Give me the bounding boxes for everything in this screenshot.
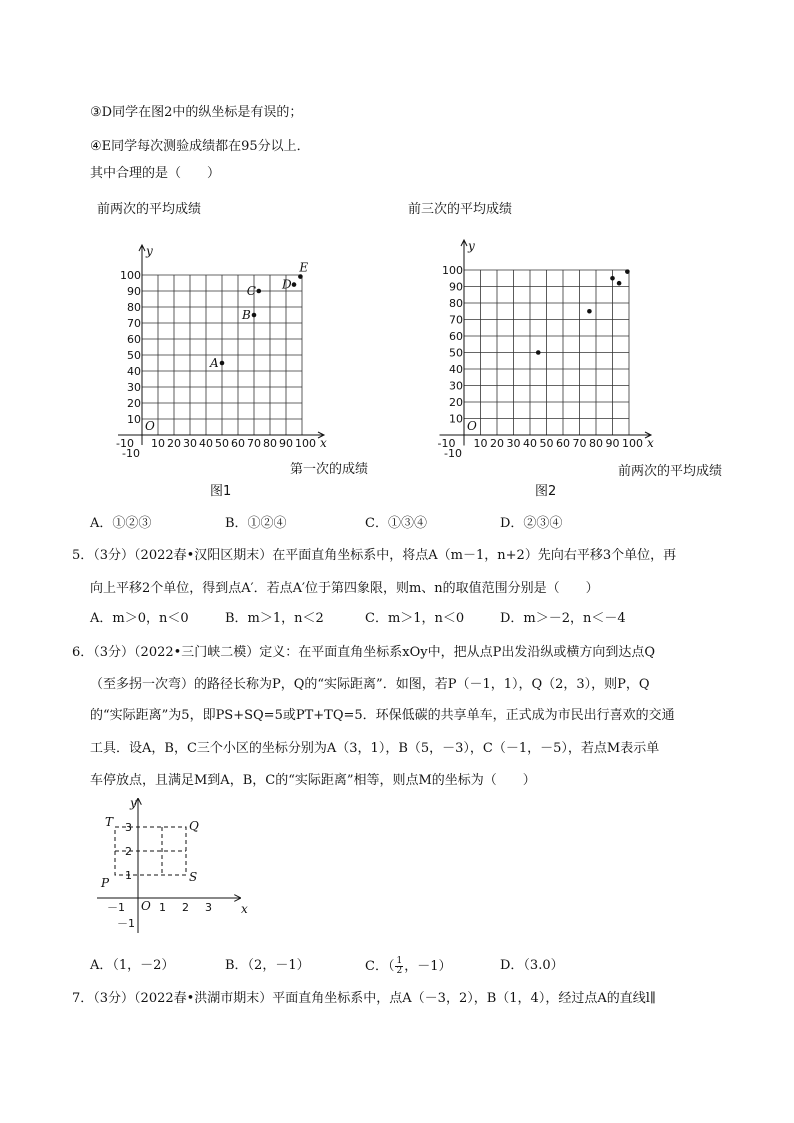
y-tick-label: -10 xyxy=(122,447,140,460)
figure-2-scatter-plot xyxy=(400,195,745,505)
data-point xyxy=(587,309,592,314)
origin-label: O xyxy=(467,419,477,433)
q6-ytick-2: 2 xyxy=(125,845,132,858)
q6-x-label: x xyxy=(241,902,248,916)
q6-option-a: A．（1，－2） xyxy=(90,958,175,973)
x-tick-label: 100 xyxy=(622,437,643,450)
q5-line-2: 向上平移2个单位，得到点A′．若点A′位于第四象限，则m、n的取值范围分别是（ ） xyxy=(90,581,599,596)
y-tick-label: 10 xyxy=(127,413,141,426)
y-tick-label: 40 xyxy=(127,365,141,378)
fig2-caption: 图2 xyxy=(535,484,557,499)
q6-option-c xyxy=(365,957,451,976)
fig2-xname: 前两次的平均成绩 xyxy=(618,464,723,479)
statement-4: ④E同学每次测验成绩都在95分以上． xyxy=(90,139,310,154)
q6-coordinate-figure xyxy=(95,795,250,935)
q6-option-d: D．（3.0） xyxy=(500,958,564,973)
x-tick-label: 100 xyxy=(295,437,316,450)
x-tick-label: 80 xyxy=(589,437,603,450)
y-tick-label: 90 xyxy=(449,280,463,294)
q6-label-S: S xyxy=(189,870,198,884)
x-axis-label: x xyxy=(647,436,654,450)
fig2-title: 前三次的平均成绩 xyxy=(408,202,513,217)
q6-xtick-neg1: －1 xyxy=(107,901,125,914)
y-tick-label: 50 xyxy=(449,346,463,360)
q5-option-a: A．m＞0，n＜0 xyxy=(90,611,189,626)
fig1-xname: 第一次的成绩 xyxy=(290,462,369,477)
fraction-denominator: 2 xyxy=(396,966,403,976)
fig1-caption: 图1 xyxy=(210,484,232,499)
q4-option-c: C．①③④ xyxy=(365,516,427,531)
x-tick-label: 50 xyxy=(215,437,229,450)
q6-label-P: P xyxy=(101,876,110,890)
q6-xtick-2: 2 xyxy=(182,901,189,914)
y-tick-label: 50 xyxy=(127,349,141,362)
q6-option-c-suffix: ，－1） xyxy=(404,959,452,974)
x-tick-label: 90 xyxy=(605,437,620,450)
q6-xtick-3: 3 xyxy=(205,901,212,914)
q6-ytick-1: 1 xyxy=(125,869,132,882)
x-tick-label: 20 xyxy=(167,437,181,450)
x-tick-label: 30 xyxy=(506,437,521,450)
q6-option-b: B．（2，－1） xyxy=(225,958,310,973)
data-point xyxy=(536,350,541,355)
y-tick-label: 20 xyxy=(449,396,463,409)
q6-ytick-3: 3 xyxy=(125,821,132,834)
point-label-B: B xyxy=(242,308,251,322)
y-axis-label: y xyxy=(468,239,475,253)
origin-label: O xyxy=(145,419,155,433)
q6-option-c-prefix: C．（ xyxy=(365,959,395,974)
x-tick-label: 60 xyxy=(231,437,245,450)
q6-line-1: 6．（3分）（2022•三门峡二模）定义：在平面直角坐标系xOy中，把从点P出发沿纵或横方向到达点Q xyxy=(72,645,656,660)
y-tick-label: 30 xyxy=(449,379,463,393)
data-point xyxy=(252,313,257,318)
y-tick-label: 60 xyxy=(449,330,463,343)
figure-1-scatter-plot xyxy=(80,195,400,505)
x-tick-label: 40 xyxy=(199,437,213,450)
x-tick-label: 10 xyxy=(473,437,488,450)
q4-option-d: D．②③④ xyxy=(500,516,563,531)
point-label-A: A xyxy=(210,356,219,370)
y-tick-label: 100 xyxy=(120,269,141,282)
q6-label-Q: Q xyxy=(189,819,199,833)
x-tick-label: 50 xyxy=(539,437,554,450)
q5-option-c: C．m＞1，n＜0 xyxy=(365,611,465,626)
data-point xyxy=(257,289,262,294)
data-point xyxy=(292,282,297,287)
question-prompt: 其中合理的是（ ） xyxy=(90,166,221,181)
q6-line-2: （至多拐一次弯）的路径长称为P，Q的“实际距离”．如图，若P（－1，1），Q（2，3），则P，Q xyxy=(90,677,650,692)
data-point xyxy=(220,361,225,366)
x-tick-label: 90 xyxy=(279,437,293,450)
q6-label-O: O xyxy=(141,899,151,913)
x-tick-label: 10 xyxy=(151,437,165,450)
fig1-title: 前两次的平均成绩 xyxy=(97,202,202,217)
y-tick-label: 70 xyxy=(127,317,141,330)
data-point xyxy=(617,281,622,286)
q5-line-1: 5．（3分）（2022春•汉阳区期末）在平面直角坐标系中，将点A（m－1，n+2）先向右平移3个单位，再 xyxy=(72,548,677,563)
y-tick-label: -10 xyxy=(444,447,462,460)
fraction-numerator: 1 xyxy=(396,956,403,966)
q6-line-3: 的“实际距离”为5，即PS+SQ=5或PT+TQ=5．环保低碳的共享单车，正式成为市民出行喜欢的交通 xyxy=(90,708,675,723)
point-label-C: C xyxy=(246,284,256,298)
q6-xtick-1: 1 xyxy=(159,901,166,914)
y-axis-label: y xyxy=(146,244,153,258)
x-tick-label: 20 xyxy=(490,437,504,450)
x-tick-label: 30 xyxy=(183,437,197,450)
q5-option-b: B．m＞1，n＜2 xyxy=(225,611,324,626)
y-tick-label: 70 xyxy=(449,313,463,327)
q6-label-T: T xyxy=(105,815,114,829)
x-axis-label: x xyxy=(320,436,327,450)
q4-option-a: A．①②③ xyxy=(90,516,152,531)
data-point xyxy=(625,269,630,274)
x-tick-label: -10 xyxy=(437,437,456,450)
y-tick-label: 10 xyxy=(449,412,463,426)
y-tick-label: 30 xyxy=(127,381,141,394)
q7-line-1: 7．（3分）（2022春•洪湖市期末）平面直角坐标系中，点A（－3，2），B（1，4），经过点A的直线l∥ xyxy=(72,991,656,1006)
point-label-E: E xyxy=(299,260,309,275)
statement-3: ③D同学在图2中的纵坐标是有误的； xyxy=(90,105,303,120)
q6-y-label: y xyxy=(130,796,137,810)
y-tick-label: 40 xyxy=(449,363,463,376)
q6-line-4: 工具．设A，B，C三个小区的坐标分别为A（3，1），B（5，－3），C（－1，－5），若点M表示单 xyxy=(90,741,660,756)
x-tick-label: 80 xyxy=(263,437,277,450)
q5-option-d: D．m＞－2，n＜－4 xyxy=(500,611,626,626)
q6-ytick-neg1: －1 xyxy=(117,917,135,930)
q6-line-5: 车停放点，且满足M到A，B，C的“实际距离”相等，则点M的坐标为（ ） xyxy=(90,773,536,788)
data-point xyxy=(298,274,303,279)
q4-option-b: B．①②④ xyxy=(225,516,287,531)
point-label-D: D xyxy=(282,277,292,292)
y-tick-label: 90 xyxy=(127,285,141,298)
y-tick-label: 80 xyxy=(127,301,141,314)
y-tick-label: 80 xyxy=(449,297,463,310)
x-tick-label: 70 xyxy=(572,437,587,450)
y-tick-label: 60 xyxy=(127,333,141,346)
y-tick-label: 100 xyxy=(442,264,463,277)
x-tick-label: 40 xyxy=(523,437,537,450)
q6-option-c-fraction xyxy=(395,957,403,976)
y-tick-label: 20 xyxy=(127,397,141,410)
x-tick-label: 60 xyxy=(556,437,570,450)
x-tick-label: 70 xyxy=(247,437,261,450)
data-point xyxy=(610,276,615,281)
x-tick-label: -10 xyxy=(116,437,134,450)
